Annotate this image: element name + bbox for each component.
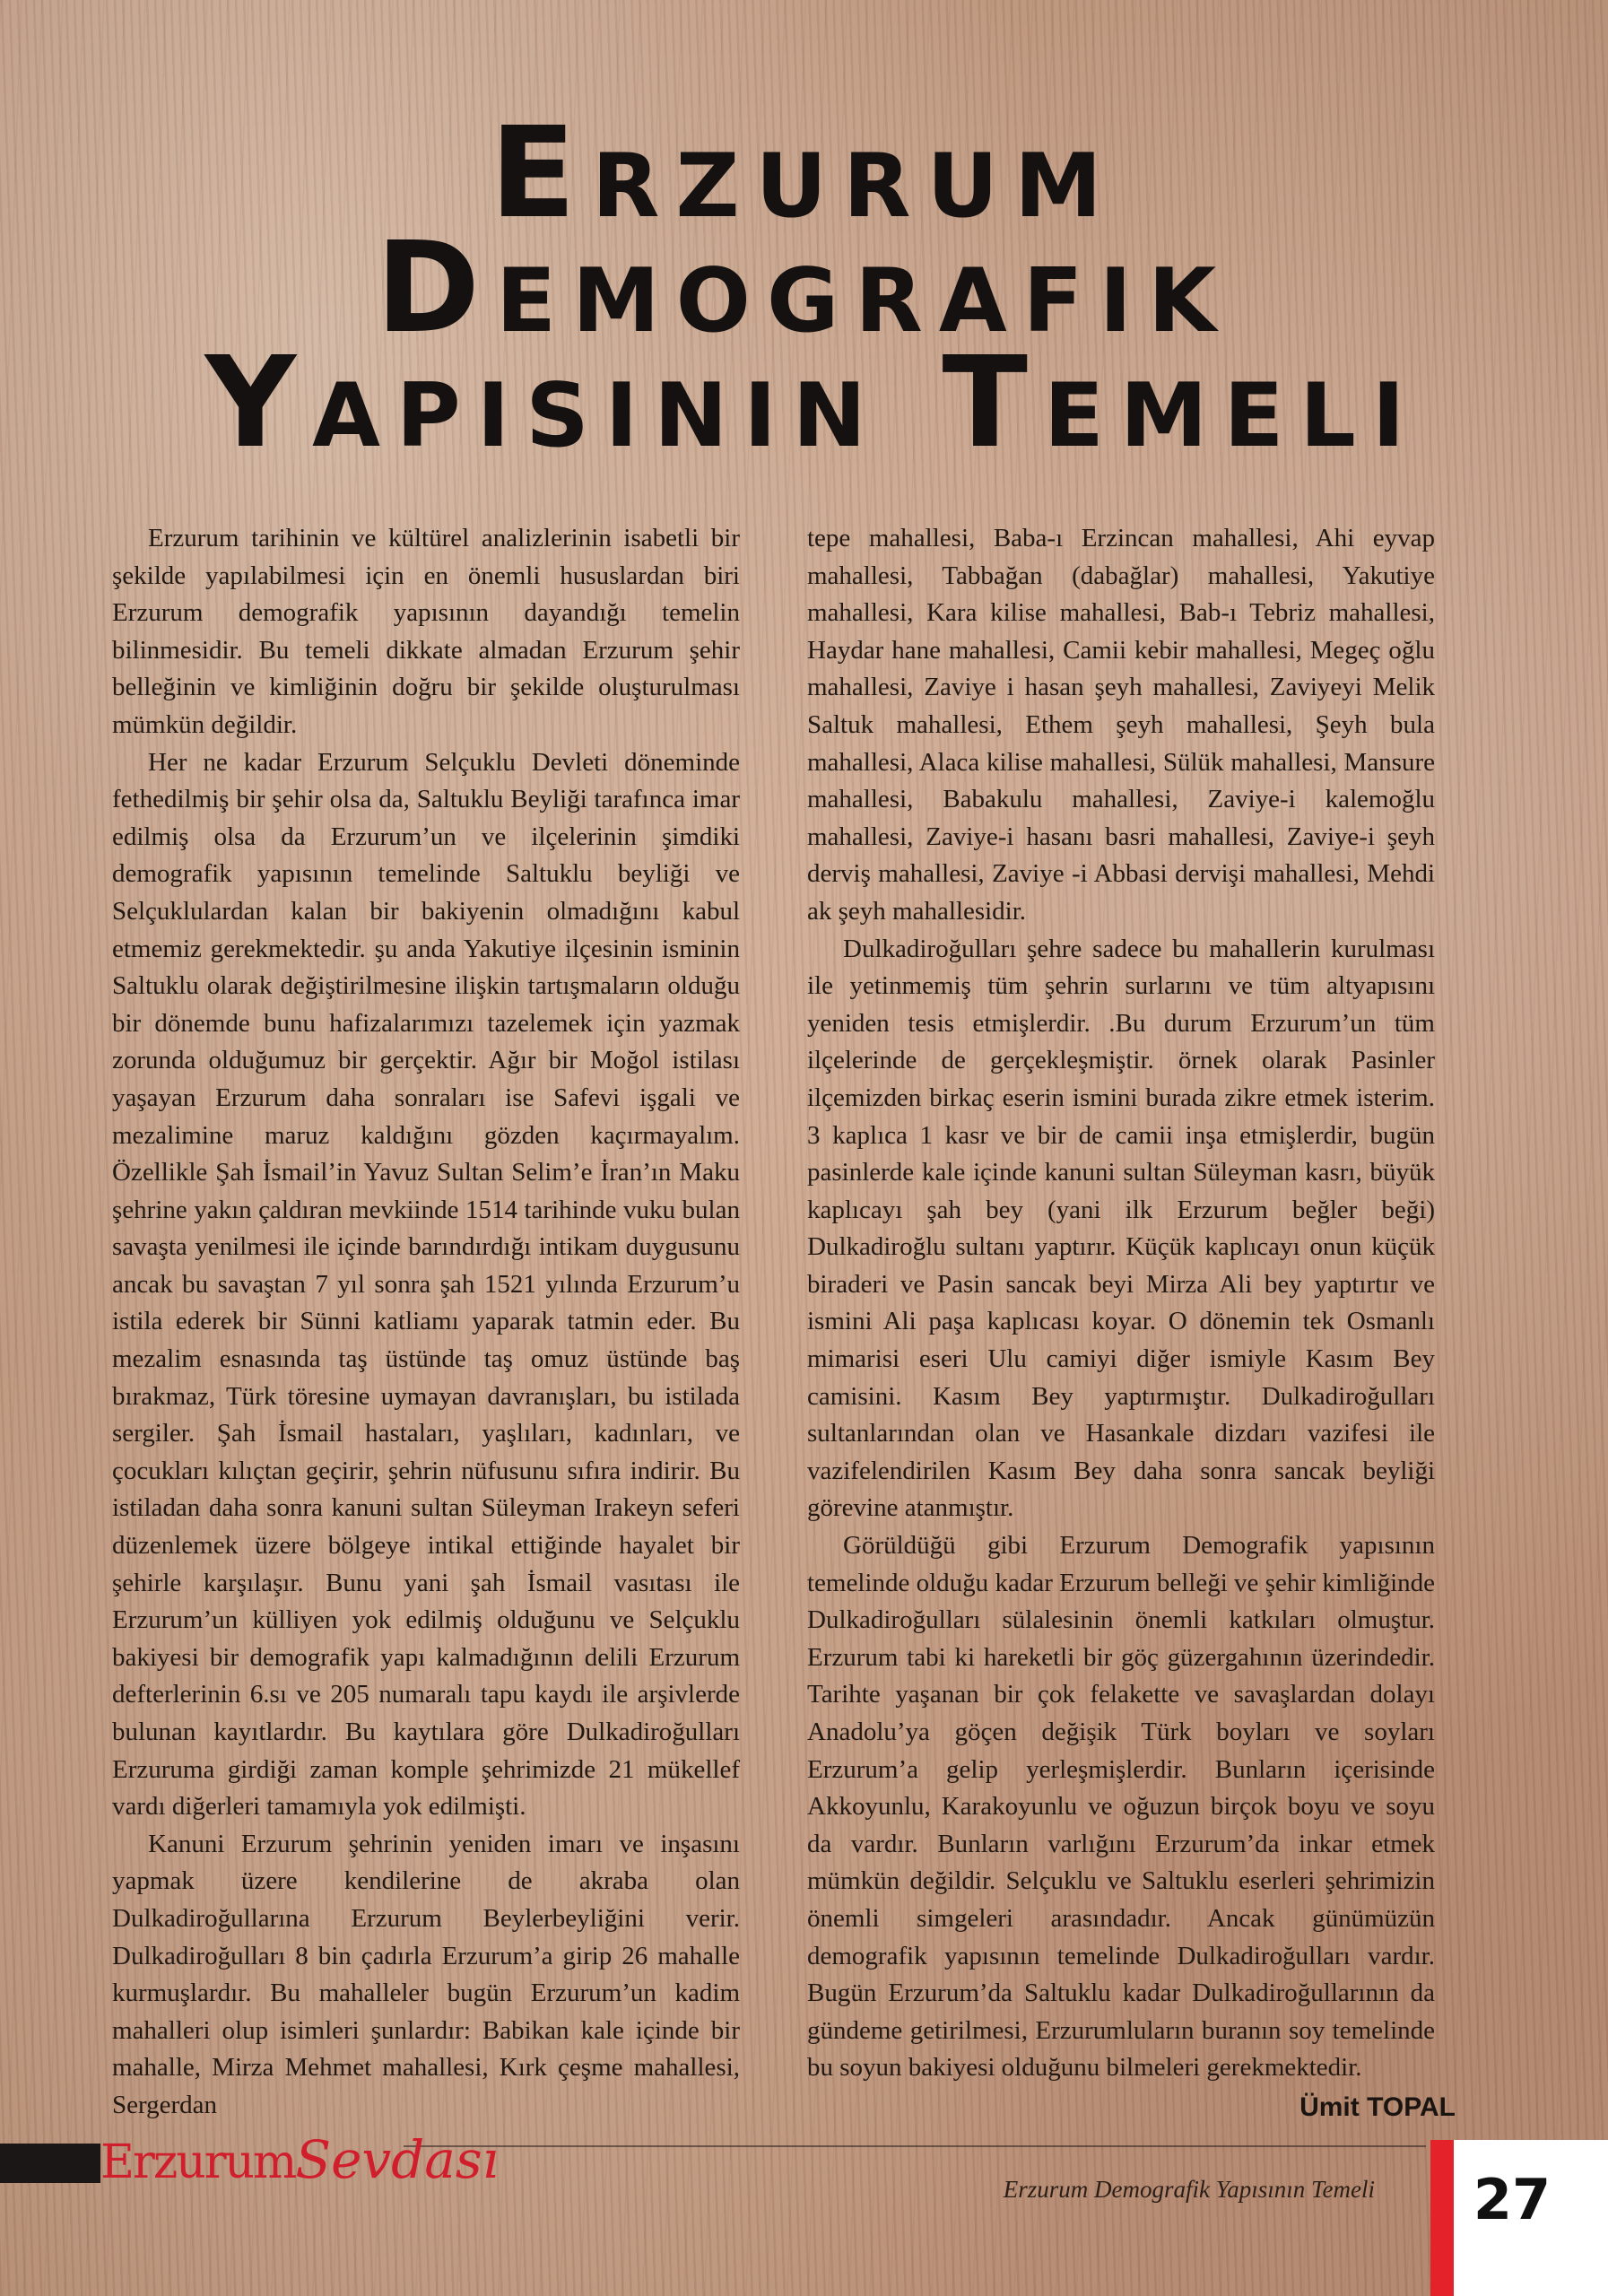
article-column-left: [112, 520, 740, 2125]
running-title: Erzurum Demografik Yapısının Temeli: [1003, 2176, 1375, 2203]
paragraph: Her ne kadar Erzurum Selçuklu Devleti döneminde fethedilmiş bir şehir olsa da, Saltuklu Beyliği tarafınca imar edilmiş olsa da Erzurum’un ve ilçelerinin şimdiki demografik yapısının temelinde Saltuklu beyliği ve Selçuklulardan kalan bir bakiyenin olmadığını kabul etmemiz gerekmektedir. şu anda Yakutiye ilçesinin isminin Saltuklu olarak değiştirilmesine ilişkin tartışmaların olduğu bir dönemde bunu hafizalarımızı tazelemek için yazmak zorunda olduğumuz bir gerçektir. Ağır bir Moğol istilası yaşayan Erzurum daha sonraları ise Safevi işgali ve mezalimine maruz kaldığını gözden kaçırmayalım. Özellikle Şah İsmail’in Yavuz Sultan Selim’e İran’ın Maku şehrine yakın çaldıran mevkiinde 1514 tarihinde vuku bulan savaşta yenilmesi ile içinde barındırdığı intikam duygusunu ancak bu savaştan 7 yıl sonra şah 1521 yılında Erzurum’u istila ederek bir Sünni katliamı yaparak tatmin eder. Bu mezalim esnasında taş üstünde taş omuz üstünde baş bırakmaz, Türk töresine uymayan davranışları, bu istilada sergiler. Şah İsmail hastaları, yaşlıları, kadınları, ve çocukları kılıçtan geçirir, şehrin nüfusunu sıfıra indirir. Bu istiladan daha sonra kanuni sultan Süleyman Irakeyn seferi düzenlemek üzere bölgeye intikal ettiğinde hayalet bir şehirle karşılaşır. Bunu yani şah İsmail vasıtası ile Erzurum’un külliyen yok edilmiş olduğunu ve Selçuklu bakiyesi bir demografik yapı kalmadığının delili Erzurum defterlerinin 6.sı ve 205 numaralı tapu kaydı ile arşivlerde bulunan kayıtlardır. Bu kaytılara göre Dulkadiroğulları Erzuruma girdiği zaman komple şehrimizde 21 mükellef vardı diğerleri tamamıyla yok edilmişti.: [112, 747, 740, 1822]
article-title: [0, 100, 1608, 476]
paragraph: Kanuni Erzurum şehrinin yeniden imarı ve inşasını yapmak üzere kendilerine de akraba olan Dulkadiroğullarına Erzurum Beylerbeyliğini verir. Dulkadiroğulları 8 bin çadırla Erzurum’a girip 26 mahalle kurmuşlardır. Bu mahalleler bugün Erzurum’un kadim mahalleri olup isimleri şunlardır: Babikan kale içinde bir mahalle, Mirza Mehmet mahallesi, Kırk çeşme mahallesi, Sergerdan: [112, 1829, 740, 2119]
page-number: 27: [1473, 2167, 1552, 2232]
logo-text-part2: Sevdası: [295, 2129, 500, 2190]
magazine-logo: [100, 2129, 500, 2190]
footer-bar: [0, 2144, 100, 2183]
paragraph: Erzurum tarihinin ve kültürel analizlerinin isabetli bir şekilde yapılabilmesi için en önemli hususlardan biri Erzurum demografik yapısının dayandığı temelin bilinmesidir. Bu temeli dikkate almadan Erzurum şehir belleğinin ve kimliğinin doğru bir şekilde oluşturulması mümkün değildir.: [112, 524, 740, 739]
title-line-3: Yapısının Temeli: [204, 330, 1421, 476]
title-line-2: Demografik: [375, 215, 1233, 361]
article-column-right: [807, 520, 1435, 2087]
logo-text-part1: Erzurum: [100, 2135, 296, 2189]
title-line-1: Erzurum: [490, 100, 1118, 247]
page-marker-accent: [1430, 2140, 1454, 2296]
footer-divider: [404, 2145, 1426, 2147]
author-name: Ümit TOPAL: [1299, 2092, 1456, 2122]
paragraph: Dulkadiroğulları şehre sadece bu mahallerin kurulması ile yetinmemiş tüm şehrin surlarını ve tüm altyapısını yeniden tesis etmişlerdir. .Bu durum Erzurum’un tüm ilçelerinde de gerçekleşmiştir. örnek olarak Pasinler ilçemizden birkaç eserin ismini burada zikre etmek isterim. 3 kaplıca 1 kasr ve bir de camii inşa etmişlerdir, bugün pasinlerde kale içinde kanuni sultan Süleyman kasrı, büyük kaplıcayı şah bey (yani ilk Erzurum beğler beği) Dulkadiroğlu sultanı yaptırır. Küçük kaplıcayı onun küçük biraderi ve Pasin sancak beyi Mirza Ali bey yaptırtır ve ismini Ali paşa kaplıcası koyar. O dönemin tek Osmanlı mimarisi eseri Ulu camiyi diğer ismiyle Kasım Bey camisini. Kasım Bey yaptırmıştır. Dulkadiroğulları sultanlarından olan ve Hasankale dizdarı vazifesi ile vazifelendirilen Kasım Bey daha sonra sancak beyliği görevine atanmıştır.: [807, 934, 1435, 1523]
paragraph: tepe mahallesi, Baba-ı Erzincan mahallesi, Ahi eyvap mahallesi, Tabbağan (dabağlar) mahallesi, Yakutiye mahallesi, Kara kilise mahallesi, Bab-ı Tebriz mahallesi, Haydar hane mahallesi, Camii kebir mahallesi, Megeç oğlu mahallesi, Zaviye i hasan şeyh mahallesi, Zaviyeyi Melik Saltuk mahallesi, Ethem şeyh mahallesi, Şeyh bula mahallesi, Alaca kilise mahallesi, Sülük mahallesi, Mansure mahallesi, Babakulu mahallesi, Zaviye-i kalemoğlu mahallesi, Zaviye-i hasanı basri mahallesi, Zaviye-i şeyh derviş mahallesi, Zaviye -i Abbasi dervişi mahallesi, Mehdi ak şeyh mahallesidir.: [807, 524, 1435, 926]
paragraph: Görüldüğü gibi Erzurum Demografik yapısının temelinde olduğu kadar Erzurum belleği ve şehir kimliğinde Dulkadiroğulları sülalesinin önemli katkıları olmuştur. Erzurum tabi ki hareketli bir göç güzergahının üzerindedir. Tarihte yaşanan bir çok felakette ve savaşlardan dolayı Anadolu’ya göçen değişik Türk boyları ve soyları Erzurum’a gelip yerleşmişlerdir. Bunların içerisinde Akkoyunlu, Karakoyunlu ve oğuzun birçok boyu ve soyu da vardır. Bunların varlığını Erzurum’da inkar etmek mümkün değildir. Selçuklu ve Saltuklu eserleri şehrimizin önemli simgeleri arasındadır. Ancak günümüzün demografik yapısının temelinde Dulkadiroğulları vardır. Bugün Erzurum’da Saltuklu kadar Dulkadiroğullarının da gündeme getirilmesi, Erzurumluların buranın soy temelinde bu soyun bakiyesi olduğunu bilmeleri gerekmektedir.: [807, 1531, 1435, 2083]
